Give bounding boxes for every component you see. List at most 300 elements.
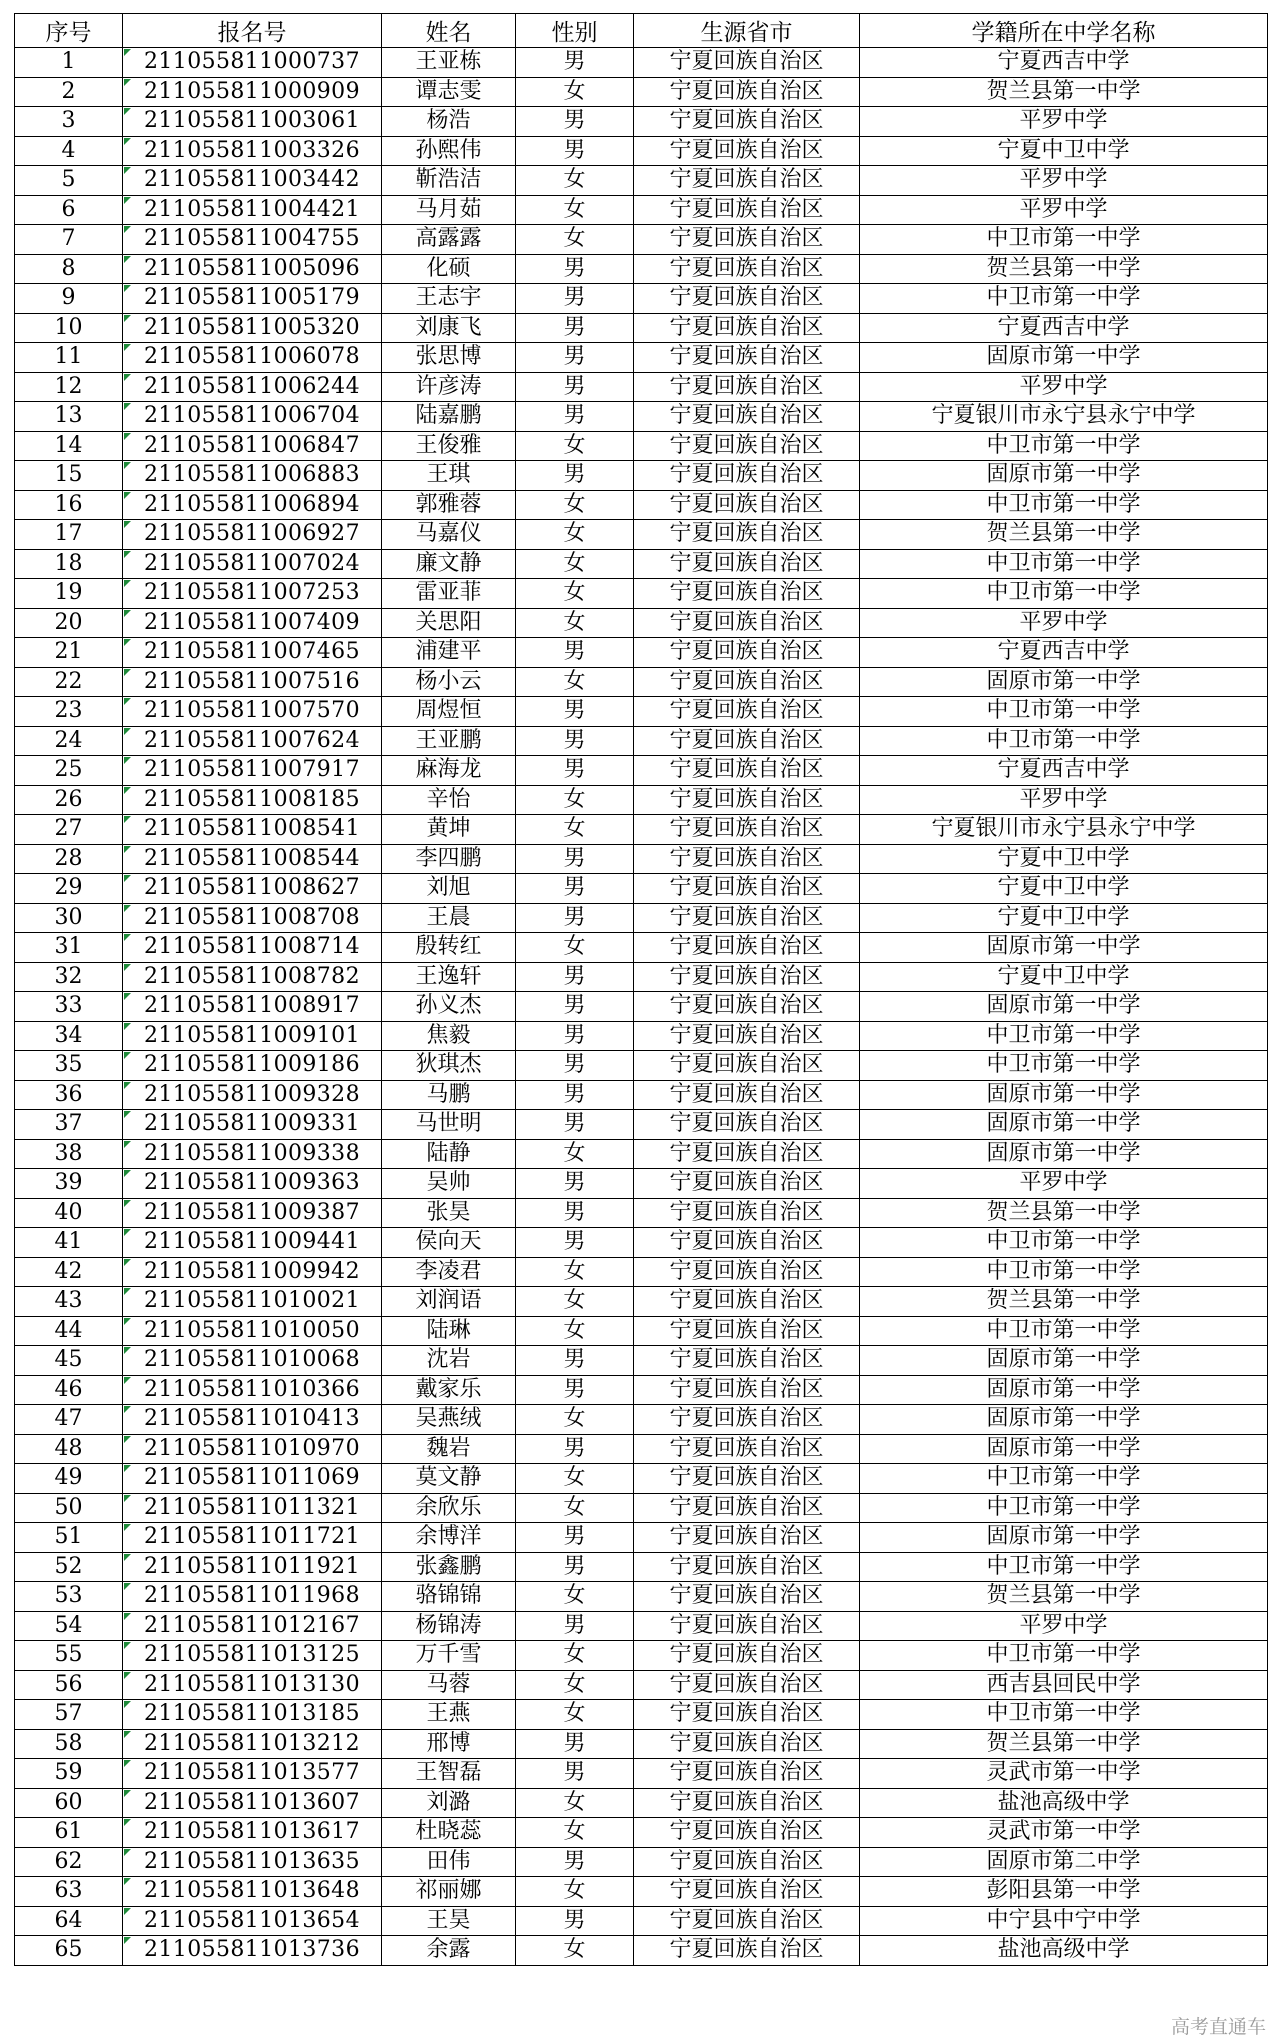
cell-school: 宁夏西吉中学 bbox=[860, 756, 1268, 786]
table-row bbox=[15, 284, 1268, 314]
cell-gender: 女 bbox=[516, 667, 634, 697]
cell-serial: 50 bbox=[15, 1493, 123, 1523]
cell-province: 宁夏回族自治区 bbox=[634, 1788, 860, 1818]
cell-serial: 62 bbox=[15, 1847, 123, 1877]
cell-registration-number: 211055811013648 bbox=[123, 1877, 382, 1907]
cell-school: 中卫市第一中学 bbox=[860, 1552, 1268, 1582]
cell-province: 宁夏回族自治区 bbox=[634, 1110, 860, 1140]
cell-school: 固原市第一中学 bbox=[860, 1110, 1268, 1140]
cell-name: 张鑫鹏 bbox=[382, 1552, 516, 1582]
cell-serial: 41 bbox=[15, 1228, 123, 1258]
cell-province: 宁夏回族自治区 bbox=[634, 490, 860, 520]
cell-gender: 男 bbox=[516, 1552, 634, 1582]
student-table bbox=[14, 13, 1268, 1966]
table-row bbox=[15, 1464, 1268, 1494]
cell-registration-number: 211055811013577 bbox=[123, 1759, 382, 1789]
cell-name: 杨小云 bbox=[382, 667, 516, 697]
cell-name: 麻海龙 bbox=[382, 756, 516, 786]
cell-school: 贺兰县第一中学 bbox=[860, 1582, 1268, 1612]
cell-province: 宁夏回族自治区 bbox=[634, 1316, 860, 1346]
cell-province: 宁夏回族自治区 bbox=[634, 195, 860, 225]
cell-gender: 女 bbox=[516, 431, 634, 461]
cell-gender: 女 bbox=[516, 1700, 634, 1730]
cell-registration-number: 211055811005320 bbox=[123, 313, 382, 343]
cell-gender: 男 bbox=[516, 1729, 634, 1759]
table-row bbox=[15, 1080, 1268, 1110]
cell-registration-number: 211055811008185 bbox=[123, 785, 382, 815]
cell-name: 王逸轩 bbox=[382, 962, 516, 992]
table-row bbox=[15, 431, 1268, 461]
table-row bbox=[15, 608, 1268, 638]
cell-gender: 男 bbox=[516, 461, 634, 491]
cell-serial: 59 bbox=[15, 1759, 123, 1789]
cell-gender: 男 bbox=[516, 903, 634, 933]
cell-registration-number: 211055811003061 bbox=[123, 107, 382, 137]
table-row bbox=[15, 1552, 1268, 1582]
cell-name: 马蓉 bbox=[382, 1670, 516, 1700]
header-school: 学籍所在中学名称 bbox=[860, 14, 1268, 48]
cell-gender: 男 bbox=[516, 1759, 634, 1789]
table-row bbox=[15, 1906, 1268, 1936]
cell-province: 宁夏回族自治区 bbox=[634, 1346, 860, 1376]
cell-gender: 女 bbox=[516, 1257, 634, 1287]
cell-province: 宁夏回族自治区 bbox=[634, 844, 860, 874]
cell-school: 固原市第一中学 bbox=[860, 1139, 1268, 1169]
cell-name: 张思博 bbox=[382, 343, 516, 373]
cell-school: 贺兰县第一中学 bbox=[860, 77, 1268, 107]
cell-registration-number: 211055811009942 bbox=[123, 1257, 382, 1287]
table-header-row bbox=[15, 14, 1268, 48]
cell-serial: 63 bbox=[15, 1877, 123, 1907]
cell-province: 宁夏回族自治区 bbox=[634, 1877, 860, 1907]
cell-province: 宁夏回族自治区 bbox=[634, 1818, 860, 1848]
cell-school: 贺兰县第一中学 bbox=[860, 1287, 1268, 1317]
cell-name: 孙义杰 bbox=[382, 992, 516, 1022]
cell-school: 中卫市第一中学 bbox=[860, 1641, 1268, 1671]
cell-registration-number: 211055811008708 bbox=[123, 903, 382, 933]
cell-province: 宁夏回族自治区 bbox=[634, 1287, 860, 1317]
cell-province: 宁夏回族自治区 bbox=[634, 313, 860, 343]
cell-name: 骆锦锦 bbox=[382, 1582, 516, 1612]
cell-school: 贺兰县第一中学 bbox=[860, 520, 1268, 550]
header-serial: 序号 bbox=[15, 14, 123, 48]
cell-name: 魏岩 bbox=[382, 1434, 516, 1464]
cell-serial: 56 bbox=[15, 1670, 123, 1700]
cell-serial: 38 bbox=[15, 1139, 123, 1169]
cell-registration-number: 211055811007253 bbox=[123, 579, 382, 609]
cell-gender: 男 bbox=[516, 1080, 634, 1110]
cell-gender: 男 bbox=[516, 1051, 634, 1081]
cell-school: 中卫市第一中学 bbox=[860, 1051, 1268, 1081]
cell-serial: 30 bbox=[15, 903, 123, 933]
cell-gender: 男 bbox=[516, 1906, 634, 1936]
table-row bbox=[15, 1759, 1268, 1789]
cell-school: 中卫市第一中学 bbox=[860, 1257, 1268, 1287]
table-row bbox=[15, 579, 1268, 609]
cell-registration-number: 211055811004421 bbox=[123, 195, 382, 225]
cell-serial: 1 bbox=[15, 48, 123, 78]
cell-gender: 女 bbox=[516, 933, 634, 963]
cell-name: 沈岩 bbox=[382, 1346, 516, 1376]
table-row bbox=[15, 195, 1268, 225]
cell-serial: 9 bbox=[15, 284, 123, 314]
cell-registration-number: 211055811013635 bbox=[123, 1847, 382, 1877]
cell-registration-number: 211055811003326 bbox=[123, 136, 382, 166]
cell-serial: 40 bbox=[15, 1198, 123, 1228]
cell-serial: 10 bbox=[15, 313, 123, 343]
cell-registration-number: 211055811005179 bbox=[123, 284, 382, 314]
cell-province: 宁夏回族自治区 bbox=[634, 372, 860, 402]
cell-registration-number: 211055811011069 bbox=[123, 1464, 382, 1494]
cell-serial: 29 bbox=[15, 874, 123, 904]
cell-school: 彭阳县第一中学 bbox=[860, 1877, 1268, 1907]
cell-name: 马世明 bbox=[382, 1110, 516, 1140]
cell-registration-number: 211055811013125 bbox=[123, 1641, 382, 1671]
cell-school: 中卫市第一中学 bbox=[860, 1228, 1268, 1258]
cell-school: 盐池高级中学 bbox=[860, 1788, 1268, 1818]
cell-school: 宁夏中卫中学 bbox=[860, 903, 1268, 933]
cell-registration-number: 211055811009387 bbox=[123, 1198, 382, 1228]
cell-province: 宁夏回族自治区 bbox=[634, 992, 860, 1022]
cell-school: 宁夏银川市永宁县永宁中学 bbox=[860, 815, 1268, 845]
cell-school: 平罗中学 bbox=[860, 195, 1268, 225]
cell-school: 灵武市第一中学 bbox=[860, 1818, 1268, 1848]
cell-gender: 男 bbox=[516, 962, 634, 992]
table-row bbox=[15, 638, 1268, 668]
cell-gender: 男 bbox=[516, 638, 634, 668]
cell-name: 陆静 bbox=[382, 1139, 516, 1169]
table-row bbox=[15, 726, 1268, 756]
cell-province: 宁夏回族自治区 bbox=[634, 225, 860, 255]
table-row bbox=[15, 1700, 1268, 1730]
table-row bbox=[15, 520, 1268, 550]
cell-gender: 男 bbox=[516, 1228, 634, 1258]
cell-registration-number: 211055811010050 bbox=[123, 1316, 382, 1346]
cell-gender: 男 bbox=[516, 844, 634, 874]
cell-serial: 39 bbox=[15, 1169, 123, 1199]
table-row bbox=[15, 1936, 1268, 1966]
cell-school: 中宁县中宁中学 bbox=[860, 1906, 1268, 1936]
cell-name: 田伟 bbox=[382, 1847, 516, 1877]
cell-school: 中卫市第一中学 bbox=[860, 225, 1268, 255]
cell-province: 宁夏回族自治区 bbox=[634, 1523, 860, 1553]
cell-school: 平罗中学 bbox=[860, 166, 1268, 196]
cell-gender: 女 bbox=[516, 579, 634, 609]
table-row bbox=[15, 1818, 1268, 1848]
cell-registration-number: 211055811010413 bbox=[123, 1405, 382, 1435]
cell-serial: 37 bbox=[15, 1110, 123, 1140]
cell-registration-number: 211055811007624 bbox=[123, 726, 382, 756]
cell-province: 宁夏回族自治区 bbox=[634, 1405, 860, 1435]
cell-name: 张昊 bbox=[382, 1198, 516, 1228]
cell-registration-number: 211055811006704 bbox=[123, 402, 382, 432]
cell-name: 李凌君 bbox=[382, 1257, 516, 1287]
table-row bbox=[15, 1405, 1268, 1435]
table-row bbox=[15, 1523, 1268, 1553]
cell-serial: 33 bbox=[15, 992, 123, 1022]
cell-school: 宁夏中卫中学 bbox=[860, 874, 1268, 904]
cell-school: 固原市第二中学 bbox=[860, 1847, 1268, 1877]
cell-name: 李四鹏 bbox=[382, 844, 516, 874]
cell-name: 刘旭 bbox=[382, 874, 516, 904]
cell-name: 谭志雯 bbox=[382, 77, 516, 107]
cell-school: 平罗中学 bbox=[860, 1169, 1268, 1199]
cell-school: 固原市第一中学 bbox=[860, 1523, 1268, 1553]
cell-province: 宁夏回族自治区 bbox=[634, 1493, 860, 1523]
cell-registration-number: 211055811010068 bbox=[123, 1346, 382, 1376]
cell-name: 杜晓蕊 bbox=[382, 1818, 516, 1848]
cell-school: 平罗中学 bbox=[860, 107, 1268, 137]
cell-province: 宁夏回族自治区 bbox=[634, 608, 860, 638]
cell-gender: 男 bbox=[516, 1434, 634, 1464]
cell-serial: 25 bbox=[15, 756, 123, 786]
cell-school: 固原市第一中学 bbox=[860, 1080, 1268, 1110]
cell-province: 宁夏回族自治区 bbox=[634, 756, 860, 786]
cell-gender: 女 bbox=[516, 1582, 634, 1612]
cell-province: 宁夏回族自治区 bbox=[634, 520, 860, 550]
cell-school: 中卫市第一中学 bbox=[860, 431, 1268, 461]
cell-serial: 58 bbox=[15, 1729, 123, 1759]
cell-school: 西吉县回民中学 bbox=[860, 1670, 1268, 1700]
header-registration-number: 报名号 bbox=[123, 14, 382, 48]
cell-name: 廉文静 bbox=[382, 549, 516, 579]
cell-gender: 男 bbox=[516, 254, 634, 284]
cell-serial: 3 bbox=[15, 107, 123, 137]
cell-school: 贺兰县第一中学 bbox=[860, 1729, 1268, 1759]
cell-gender: 女 bbox=[516, 77, 634, 107]
table-row bbox=[15, 1257, 1268, 1287]
cell-gender: 男 bbox=[516, 874, 634, 904]
cell-serial: 42 bbox=[15, 1257, 123, 1287]
table-row bbox=[15, 1346, 1268, 1376]
cell-serial: 11 bbox=[15, 343, 123, 373]
cell-serial: 22 bbox=[15, 667, 123, 697]
cell-school: 固原市第一中学 bbox=[860, 1346, 1268, 1376]
cell-province: 宁夏回族自治区 bbox=[634, 1080, 860, 1110]
table-row bbox=[15, 1287, 1268, 1317]
table-row bbox=[15, 992, 1268, 1022]
cell-name: 杨浩 bbox=[382, 107, 516, 137]
cell-serial: 34 bbox=[15, 1021, 123, 1051]
cell-school: 盐池高级中学 bbox=[860, 1936, 1268, 1966]
cell-school: 宁夏西吉中学 bbox=[860, 48, 1268, 78]
cell-serial: 8 bbox=[15, 254, 123, 284]
cell-province: 宁夏回族自治区 bbox=[634, 697, 860, 727]
cell-registration-number: 211055811008917 bbox=[123, 992, 382, 1022]
cell-serial: 52 bbox=[15, 1552, 123, 1582]
cell-serial: 19 bbox=[15, 579, 123, 609]
cell-serial: 32 bbox=[15, 962, 123, 992]
table-row bbox=[15, 1847, 1268, 1877]
cell-name: 雷亚菲 bbox=[382, 579, 516, 609]
table-row bbox=[15, 1316, 1268, 1346]
cell-serial: 43 bbox=[15, 1287, 123, 1317]
cell-registration-number: 211055811004755 bbox=[123, 225, 382, 255]
table-row bbox=[15, 48, 1268, 78]
cell-province: 宁夏回族自治区 bbox=[634, 1198, 860, 1228]
cell-name: 万千雪 bbox=[382, 1641, 516, 1671]
table-row bbox=[15, 166, 1268, 196]
cell-registration-number: 211055811011321 bbox=[123, 1493, 382, 1523]
cell-gender: 女 bbox=[516, 1287, 634, 1317]
cell-province: 宁夏回族自治区 bbox=[634, 1847, 860, 1877]
cell-serial: 4 bbox=[15, 136, 123, 166]
cell-name: 余博洋 bbox=[382, 1523, 516, 1553]
cell-school: 固原市第一中学 bbox=[860, 1434, 1268, 1464]
cell-name: 马月茹 bbox=[382, 195, 516, 225]
cell-gender: 男 bbox=[516, 1523, 634, 1553]
cell-gender: 女 bbox=[516, 785, 634, 815]
cell-province: 宁夏回族自治区 bbox=[634, 461, 860, 491]
cell-serial: 54 bbox=[15, 1611, 123, 1641]
cell-gender: 男 bbox=[516, 136, 634, 166]
cell-gender: 女 bbox=[516, 1670, 634, 1700]
cell-name: 王亚鹏 bbox=[382, 726, 516, 756]
cell-registration-number: 211055811010366 bbox=[123, 1375, 382, 1405]
cell-school: 贺兰县第一中学 bbox=[860, 1198, 1268, 1228]
cell-serial: 46 bbox=[15, 1375, 123, 1405]
cell-gender: 男 bbox=[516, 1110, 634, 1140]
cell-registration-number: 211055811006883 bbox=[123, 461, 382, 491]
cell-school: 宁夏中卫中学 bbox=[860, 844, 1268, 874]
cell-name: 刘康飞 bbox=[382, 313, 516, 343]
cell-name: 王智磊 bbox=[382, 1759, 516, 1789]
cell-school: 固原市第一中学 bbox=[860, 461, 1268, 491]
cell-registration-number: 211055811009363 bbox=[123, 1169, 382, 1199]
cell-registration-number: 211055811006244 bbox=[123, 372, 382, 402]
cell-gender: 女 bbox=[516, 490, 634, 520]
cell-province: 宁夏回族自治区 bbox=[634, 785, 860, 815]
table-row bbox=[15, 1110, 1268, 1140]
cell-serial: 44 bbox=[15, 1316, 123, 1346]
cell-name: 马鹏 bbox=[382, 1080, 516, 1110]
cell-name: 黄坤 bbox=[382, 815, 516, 845]
cell-serial: 28 bbox=[15, 844, 123, 874]
cell-province: 宁夏回族自治区 bbox=[634, 1464, 860, 1494]
table-row bbox=[15, 402, 1268, 432]
cell-gender: 男 bbox=[516, 1611, 634, 1641]
cell-registration-number: 211055811013617 bbox=[123, 1818, 382, 1848]
cell-province: 宁夏回族自治区 bbox=[634, 1611, 860, 1641]
cell-gender: 女 bbox=[516, 166, 634, 196]
cell-serial: 45 bbox=[15, 1346, 123, 1376]
cell-registration-number: 211055811010021 bbox=[123, 1287, 382, 1317]
cell-registration-number: 211055811006894 bbox=[123, 490, 382, 520]
header-gender: 性别 bbox=[516, 14, 634, 48]
cell-school: 宁夏西吉中学 bbox=[860, 313, 1268, 343]
table-row bbox=[15, 933, 1268, 963]
cell-name: 高露露 bbox=[382, 225, 516, 255]
cell-province: 宁夏回族自治区 bbox=[634, 77, 860, 107]
cell-school: 固原市第一中学 bbox=[860, 933, 1268, 963]
table-row bbox=[15, 785, 1268, 815]
cell-gender: 女 bbox=[516, 608, 634, 638]
cell-gender: 女 bbox=[516, 1139, 634, 1169]
cell-serial: 12 bbox=[15, 372, 123, 402]
cell-serial: 6 bbox=[15, 195, 123, 225]
cell-registration-number: 211055811003442 bbox=[123, 166, 382, 196]
table-row bbox=[15, 1729, 1268, 1759]
cell-gender: 女 bbox=[516, 1877, 634, 1907]
cell-name: 辛怡 bbox=[382, 785, 516, 815]
cell-school: 中卫市第一中学 bbox=[860, 1493, 1268, 1523]
cell-serial: 7 bbox=[15, 225, 123, 255]
cell-province: 宁夏回族自治区 bbox=[634, 402, 860, 432]
cell-province: 宁夏回族自治区 bbox=[634, 815, 860, 845]
table-row bbox=[15, 1670, 1268, 1700]
cell-serial: 60 bbox=[15, 1788, 123, 1818]
cell-name: 陆琳 bbox=[382, 1316, 516, 1346]
cell-registration-number: 211055811008627 bbox=[123, 874, 382, 904]
cell-registration-number: 211055811005096 bbox=[123, 254, 382, 284]
cell-school: 中卫市第一中学 bbox=[860, 726, 1268, 756]
cell-province: 宁夏回族自治区 bbox=[634, 343, 860, 373]
table-row bbox=[15, 1139, 1268, 1169]
table-row bbox=[15, 697, 1268, 727]
cell-gender: 女 bbox=[516, 1936, 634, 1966]
student-list-sheet bbox=[14, 13, 1267, 1966]
cell-school: 固原市第一中学 bbox=[860, 1405, 1268, 1435]
cell-registration-number: 211055811009328 bbox=[123, 1080, 382, 1110]
cell-province: 宁夏回族自治区 bbox=[634, 549, 860, 579]
cell-gender: 女 bbox=[516, 549, 634, 579]
cell-province: 宁夏回族自治区 bbox=[634, 874, 860, 904]
cell-name: 王燕 bbox=[382, 1700, 516, 1730]
cell-registration-number: 211055811008544 bbox=[123, 844, 382, 874]
table-row bbox=[15, 107, 1268, 137]
cell-province: 宁夏回族自治区 bbox=[634, 1051, 860, 1081]
cell-serial: 21 bbox=[15, 638, 123, 668]
table-row bbox=[15, 1877, 1268, 1907]
cell-name: 余露 bbox=[382, 1936, 516, 1966]
cell-school: 中卫市第一中学 bbox=[860, 1021, 1268, 1051]
cell-name: 周煜恒 bbox=[382, 697, 516, 727]
cell-gender: 男 bbox=[516, 726, 634, 756]
cell-school: 宁夏中卫中学 bbox=[860, 962, 1268, 992]
table-row bbox=[15, 1228, 1268, 1258]
cell-registration-number: 211055811007516 bbox=[123, 667, 382, 697]
cell-name: 郭雅蓉 bbox=[382, 490, 516, 520]
cell-province: 宁夏回族自治区 bbox=[634, 136, 860, 166]
cell-name: 陆嘉鹏 bbox=[382, 402, 516, 432]
cell-province: 宁夏回族自治区 bbox=[634, 1139, 860, 1169]
cell-name: 王昊 bbox=[382, 1906, 516, 1936]
cell-school: 平罗中学 bbox=[860, 608, 1268, 638]
cell-school: 中卫市第一中学 bbox=[860, 284, 1268, 314]
cell-name: 侯向天 bbox=[382, 1228, 516, 1258]
cell-province: 宁夏回族自治区 bbox=[634, 254, 860, 284]
cell-gender: 男 bbox=[516, 402, 634, 432]
cell-name: 关思阳 bbox=[382, 608, 516, 638]
cell-gender: 男 bbox=[516, 992, 634, 1022]
cell-province: 宁夏回族自治区 bbox=[634, 579, 860, 609]
cell-gender: 男 bbox=[516, 1847, 634, 1877]
cell-gender: 男 bbox=[516, 48, 634, 78]
cell-registration-number: 211055811009331 bbox=[123, 1110, 382, 1140]
cell-registration-number: 211055811013607 bbox=[123, 1788, 382, 1818]
table-row bbox=[15, 136, 1268, 166]
cell-registration-number: 211055811000737 bbox=[123, 48, 382, 78]
cell-province: 宁夏回族自治区 bbox=[634, 667, 860, 697]
cell-serial: 17 bbox=[15, 520, 123, 550]
cell-province: 宁夏回族自治区 bbox=[634, 1375, 860, 1405]
cell-registration-number: 211055811008782 bbox=[123, 962, 382, 992]
cell-gender: 男 bbox=[516, 372, 634, 402]
cell-province: 宁夏回族自治区 bbox=[634, 48, 860, 78]
cell-gender: 男 bbox=[516, 343, 634, 373]
cell-gender: 女 bbox=[516, 1818, 634, 1848]
cell-gender: 男 bbox=[516, 313, 634, 343]
